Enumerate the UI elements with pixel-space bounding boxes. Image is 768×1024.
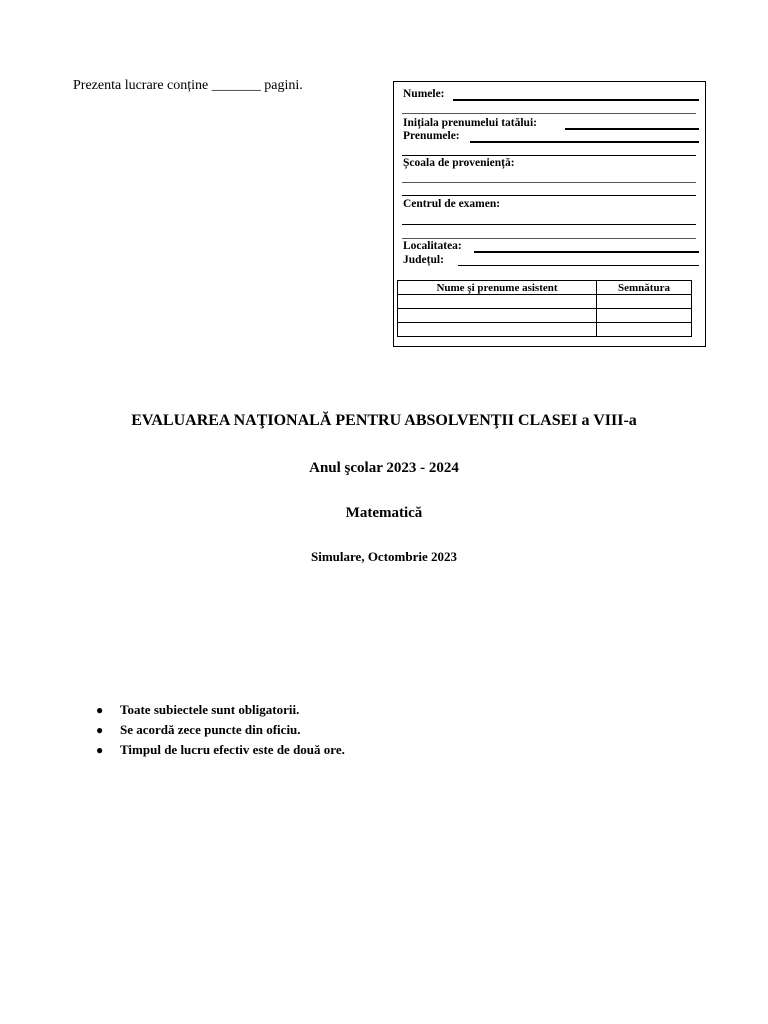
subject-title: Matematică <box>345 505 423 521</box>
first-name-line[interactable] <box>470 141 699 143</box>
list-item <box>96 740 345 760</box>
school-label: Școala de proveniență: <box>403 157 515 169</box>
assistant-name-cell[interactable] <box>398 323 597 337</box>
school-line-2 <box>402 195 696 196</box>
instruction-text: Timpul de lucru efectiv este de două ore. <box>120 742 345 757</box>
locality-line[interactable] <box>474 251 699 253</box>
bullet-icon: ● <box>96 742 104 757</box>
county-label: Județul: <box>403 254 444 266</box>
name-label: Numele: <box>403 88 445 100</box>
assistant-table-header <box>398 281 692 295</box>
bullet-icon: ● <box>96 702 104 717</box>
locality-label: Localitatea: <box>403 240 462 252</box>
school-year: Anul şcolar 2023 - 2024 <box>309 460 459 476</box>
instructions-list <box>96 700 345 760</box>
father-initial-label: Inițiala prenumelui tatălui: <box>403 117 537 129</box>
exam-center-label: Centrul de examen: <box>403 198 501 210</box>
exam-center-line-2 <box>402 238 696 239</box>
session-label: Simulare, Octombrie 2023 <box>311 549 457 564</box>
school-line-1[interactable] <box>402 182 696 183</box>
father-initial-line[interactable] <box>565 128 699 130</box>
signature-cell[interactable] <box>597 309 692 323</box>
list-item <box>96 700 345 720</box>
pages-count-statement: Prezenta lucrare conține _______ pagini. <box>73 78 303 93</box>
table-row <box>398 295 692 309</box>
name-line[interactable] <box>453 99 699 101</box>
exam-center-line-1[interactable] <box>402 224 696 225</box>
exam-title: EVALUAREA NAŢIONALĂ PENTRU ABSOLVENŢII CLASEI a VIII-a <box>131 412 637 429</box>
bullet-icon: ● <box>96 722 104 737</box>
assistant-name-cell[interactable] <box>398 295 597 309</box>
name-line-2 <box>402 113 696 114</box>
assistant-name-cell[interactable] <box>398 309 597 323</box>
assistant-name-header: Nume şi prenume asistent <box>398 281 597 295</box>
list-item <box>96 720 345 740</box>
instruction-text: Se acordă zece puncte din oficiu. <box>120 722 301 737</box>
signature-cell[interactable] <box>597 295 692 309</box>
candidate-identification-box <box>393 81 706 347</box>
instruction-text: Toate subiectele sunt obligatorii. <box>120 702 300 717</box>
table-row <box>398 323 692 337</box>
first-name-line-2 <box>402 155 696 156</box>
assistant-table <box>397 280 692 337</box>
first-name-label: Prenumele: <box>403 130 460 142</box>
table-row <box>398 309 692 323</box>
signature-header: Semnătura <box>597 281 692 295</box>
county-line[interactable] <box>458 265 699 266</box>
signature-cell[interactable] <box>597 323 692 337</box>
